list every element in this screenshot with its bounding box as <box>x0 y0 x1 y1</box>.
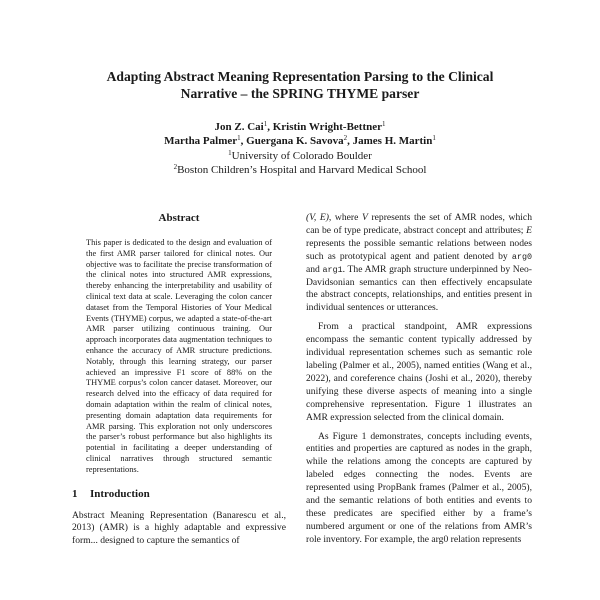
left-column <box>72 212 286 548</box>
author-name: Guergana K. Savova <box>246 135 344 148</box>
body-text: . The AMR graph structure underpinned by Neo-Davidsonian semantics can then effectively encapsulate the abstract concepts, relationships, and entities present in individual sentences or utterances. <box>306 263 532 314</box>
author-line-1 <box>60 120 540 134</box>
title-line-2: Narrative – the SPRING THYME parser <box>180 86 420 101</box>
author-name: James H. Martin <box>352 135 433 148</box>
affiliation-marker: 1 <box>432 134 436 143</box>
section-heading-introduction <box>72 488 286 501</box>
code-term: arg1 <box>322 264 343 275</box>
author-block <box>60 120 540 178</box>
paper-title <box>60 68 540 102</box>
author-name: Jon Z. Cai <box>214 121 264 133</box>
right-column <box>306 212 532 547</box>
author-separator: , <box>240 135 247 148</box>
abstract-heading: Abstract <box>158 212 200 224</box>
affiliation-marker: 2 <box>173 163 178 172</box>
author-line-2: Martha Palmer$^1$, Guergana K. Savova$^2$, James H. Martin$^1$ <box>164 134 436 148</box>
body-text: represents the set of AMR nodes, which can be of type predicate, abstract concept and attributes; <box>306 212 532 236</box>
affiliation-marker: 2 <box>343 134 348 143</box>
body-paragraph-2: From a practical standpoint, AMR expressions encompass the semantic content typically addressed by individual representation schemes such as semantic role labeling (Palmer et al., 2005), named entities (Wang et al., 2022), and coreference chains (Joshi et al., 2020), thereby unifying these diverse aspects of meaning into a single comprehensive representation. Figure 1 illustrates an AMR expression selected from the clinical domain. <box>306 321 532 423</box>
author-separator: , <box>267 121 273 133</box>
affiliation-line-2 <box>60 163 540 177</box>
math-var: V <box>361 212 368 223</box>
body-text: represents the possible semantic relations between nodes such as prototypical agent and patient denoted by <box>306 237 532 262</box>
author-name: Kristin Wright-Bettner <box>272 121 382 133</box>
intro-paragraph: Abstract Meaning Representation (Banarescu et al., 2013) (AMR) is a highly adaptable and expressive form... designed to capture the semantics of <box>72 509 286 547</box>
body-text: and <box>306 263 323 275</box>
abstract-text: This paper is dedicated to the design and evaluation of the first AMR parser tailored for clinical notes. Our objective was to facilitate the precise transformation of the clinical notes into structured AMR expressions, thereby enhancing the interpretability and usability of clinical text data at scale. Leveraging the colon cancer dataset from the Temporal Histories of Your Medical Events (THYME) corpus, we adapted a state-of-the-art AMR parser utilizing continuous training. Our approach incorporates data augmentation techniques to enhance the accuracy of AMR structure predictions. Notably, through this learning strategy, our parser achieved an impressive F1 score of 88% on the THYME corpus’s colon cancer dataset. Moreover, our research delved into the efficacy of data required for domain adaptation within the realm of clinical notes, presenting domain adaptation data requirements for AMR parsing. This exploration not only underscores the parser’s robust performance but also highlights its potential in facilitating a deeper understanding of clinical narratives through structured semantic representations. <box>86 238 272 474</box>
section-number: 1 <box>72 487 78 500</box>
affiliation: University of Colorado Boulder <box>231 149 372 162</box>
body-paragraph-3: As Figure 1 demonstrates, concepts including events, entities and properties are captured as nodes in the graph, while the relations among the concepts are captured by labeled edges connecting the nodes. Events are represented using PropBank frames (Palmer et al., 2005), and the semantic relations of both entities and events to these predicates are specified either by a frame’s numbered argument or one of the relations from AMR’s role inventory. For example, the arg0 relation represents <box>306 430 532 545</box>
title-line-1: Adapting Abstract Meaning Representation Parsing to the Clinical <box>106 69 494 84</box>
body-text: , where <box>328 212 362 223</box>
affiliation-marker: 1 <box>237 134 241 143</box>
section-title: Introduction <box>90 487 150 500</box>
affiliation-line-1 <box>60 149 540 163</box>
affiliation-marker: 1 <box>382 120 386 128</box>
affiliation-marker: 1 <box>263 120 268 128</box>
code-term: arg0 <box>511 251 532 262</box>
math-graph: (V, E) <box>306 212 329 223</box>
author-name: Martha Palmer <box>164 135 238 148</box>
affiliation-marker: 1 <box>228 148 232 157</box>
math-var: E <box>526 224 532 236</box>
body-paragraph-1 <box>306 212 532 315</box>
affiliation: Boston Children’s Hospital and Harvard Medical School <box>177 164 427 177</box>
